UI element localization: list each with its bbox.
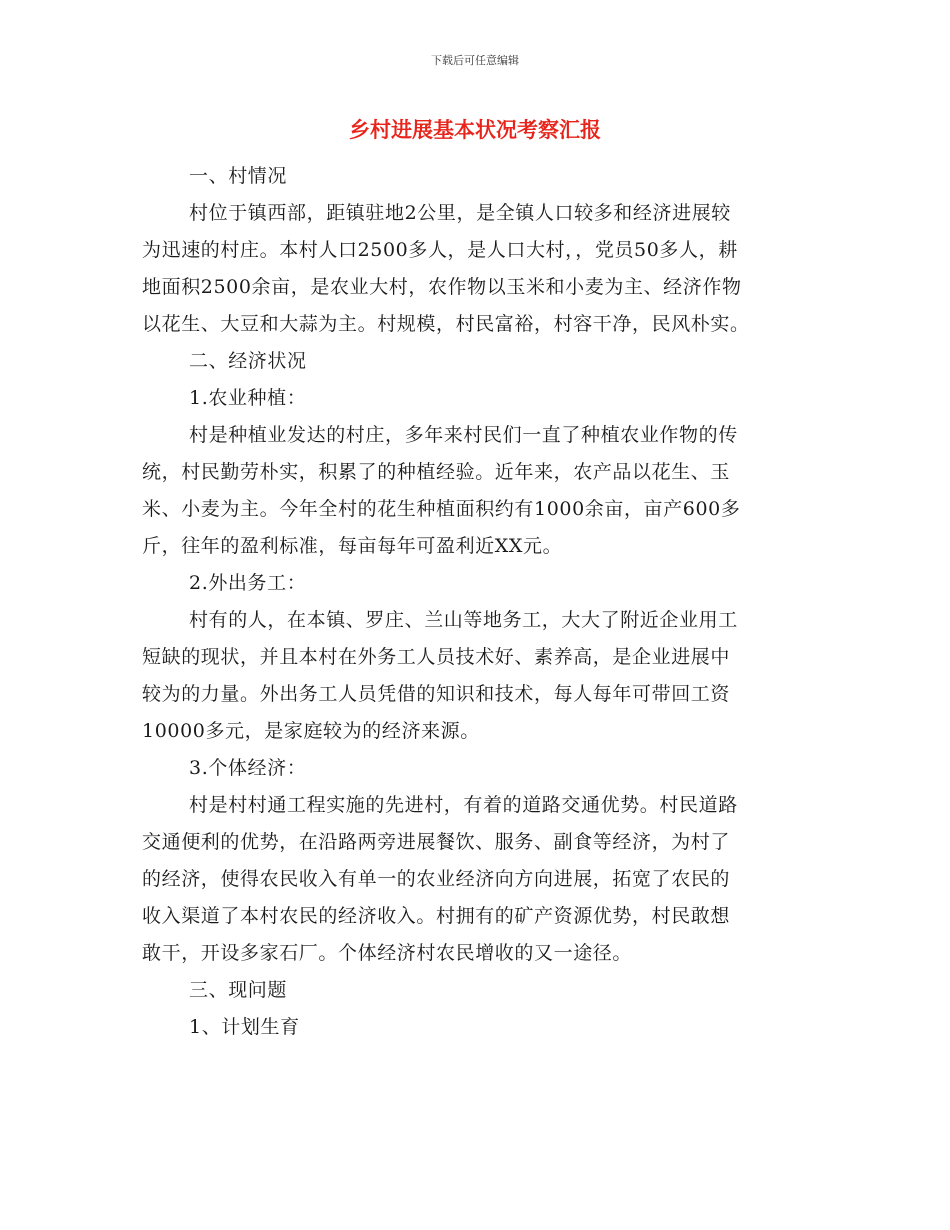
paragraph-line: 为迅速的村庄。本村人口2500多人，是人口大村，，党员50多人，耕	[142, 239, 738, 261]
paragraph-line: 的经济，使得农民收入有单一的农业经济向方向进展，拓宽了农民的	[142, 868, 731, 890]
document-title: 乡村进展基本状况考察汇报	[349, 118, 601, 142]
subsection-heading: 3.个体经济：	[189, 757, 307, 779]
paragraph-line: 村是村村通工程实施的先进村，有着的道路交通优势。村民道路	[189, 794, 738, 816]
paragraph-line: 村位于镇西部，距镇驻地2公里，是全镇人口较多和经济进展较	[189, 202, 731, 224]
page-header-note: 下载后可任意编辑	[431, 54, 519, 67]
paragraph-line: 交通便利的优势，在沿路两旁进展餐饮、服务、副食等经济，为村了	[142, 831, 731, 853]
paragraph-line: 短缺的现状，并且本村在外务工人员技术好、素养高，是企业进展中	[142, 646, 731, 668]
section-heading: 一、村情况	[189, 165, 288, 187]
subsection-heading: 1.农业种植：	[189, 387, 307, 409]
paragraph-line: 斤，往年的盈利标准，每亩每年可盈利近XX元。	[142, 535, 563, 557]
section-heading: 三、现问题	[189, 979, 288, 1001]
paragraph-line: 较为的力量。外出务工人员凭借的知识和技术，每人每年可带回工资	[142, 683, 731, 705]
paragraph-line: 地面积2500余亩，是农业大村，农作物以玉米和小麦为主、经济作物	[142, 276, 742, 298]
paragraph-line: 统，村民勤劳朴实，积累了的种植经验。近年来，农产品以花生、玉	[142, 461, 731, 483]
subsection-heading: 2.外出务工：	[189, 572, 307, 594]
paragraph-line: 以花生、大豆和大蒜为主。村规模，村民富裕，村容干净，民风朴实。	[142, 313, 750, 335]
paragraph-line: 10000多元，是家庭较为的经济来源。	[142, 720, 480, 742]
paragraph-line: 米、小麦为主。今年全村的花生种植面积约有1000余亩，亩产600多	[142, 498, 741, 520]
paragraph-line: 敢干，开设多家石厂。个体经济村农民增收的又一途径。	[142, 942, 633, 964]
subsection-heading: 1、计划生育	[189, 1016, 300, 1038]
paragraph-line: 村是种植业发达的村庄，多年来村民们一直了种植农业作物的传	[189, 424, 738, 446]
paragraph-line: 村有的人，在本镇、罗庄、兰山等地务工，大大了附近企业用工	[189, 609, 738, 631]
document-body	[142, 158, 810, 1046]
section-heading: 二、经济状况	[189, 350, 307, 372]
paragraph-line: 收入渠道了本村农民的经济收入。村拥有的矿产资源优势，村民敢想	[142, 905, 731, 927]
